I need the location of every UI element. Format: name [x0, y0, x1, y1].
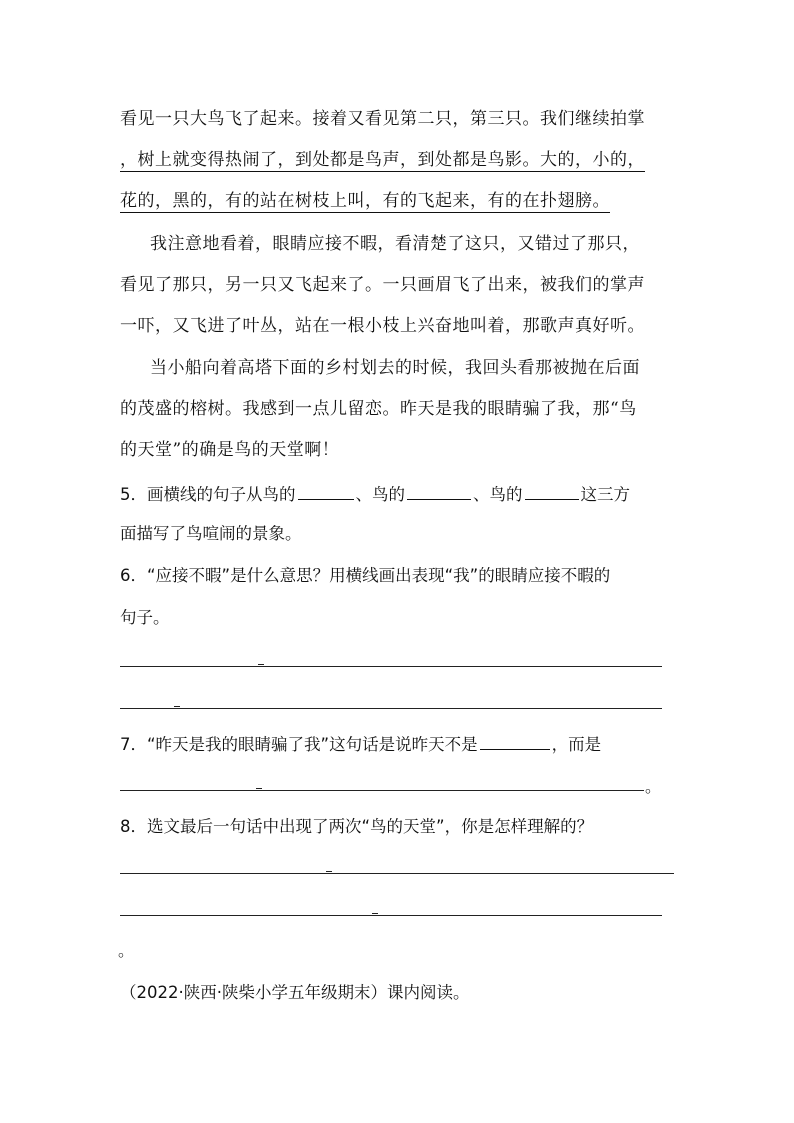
- question-7: 7．“昨天是我的眼睛骗了我”这句话是说昨天不是 ，而是: [120, 731, 680, 757]
- passage-line-1: 看见一只大鸟飞了起来。接着又看见第二只，第三只。我们继续拍掌: [120, 109, 645, 129]
- question-6: 6．“应接不暇”是什么意思？用横线画出表现“我”的眼睛应接不暇的: [120, 566, 611, 585]
- question-5-line-2: 面描写了鸟喧闹的景象。: [120, 524, 302, 543]
- answer-line[interactable]: [120, 873, 674, 874]
- period-mark: 。: [645, 777, 662, 796]
- answer-line[interactable]: [120, 708, 662, 709]
- answer-line-mark: [258, 664, 264, 665]
- passage-line-8: 的茂盛的榕树。我感到一点儿留恋。昨天是我的眼睛骗了我，那“鸟: [120, 399, 637, 419]
- underlined-sentence-part: 大的，小的，: [540, 150, 645, 170]
- passage-line-6: 一吓，又飞进了叶丛，站在一根小枝上兴奋地叫着，那歌声真好听。: [120, 316, 645, 336]
- answer-line-mark: [174, 706, 180, 707]
- passage-line-7: 当小船向着高塔下面的乡村划去的时候，我回头看那被抛在后面: [150, 358, 640, 378]
- answer-blank[interactable]: [298, 481, 354, 500]
- source-line: （2022·陕西·陕柴小学五年级期末）课内阅读。: [120, 983, 470, 1002]
- answer-line[interactable]: [120, 790, 644, 791]
- answer-blank[interactable]: [480, 731, 550, 750]
- answer-blank[interactable]: [525, 481, 579, 500]
- answer-line[interactable]: [120, 666, 662, 667]
- answer-line-mark: [372, 913, 378, 914]
- answer-line-mark: [256, 788, 262, 789]
- answer-blank[interactable]: [407, 481, 471, 500]
- passage-line-4: 我注意地看着，眼睛应接不暇，看清楚了这只，又错过了那只，: [150, 234, 640, 254]
- underlined-sentence-part: 花的，黑的，有的站在树枝上叫，有的飞起来，有的在扑翅膀。: [120, 191, 610, 211]
- question-8: 8．选文最后一句话中出现了两次“鸟的天堂”，你是怎样理解的？: [120, 817, 594, 836]
- passage-line-9: 的天堂”的确是鸟的天堂啊！: [120, 440, 340, 460]
- question-6-line-2: 句子。: [120, 608, 170, 627]
- passage-line-3: [120, 189, 680, 213]
- answer-line-mark: [326, 871, 332, 872]
- question-5: 5．画横线的句子从鸟的 、鸟的 、鸟的 这三方: [120, 481, 680, 507]
- period-mark: 。: [118, 941, 135, 960]
- answer-line[interactable]: [120, 915, 662, 916]
- passage-line-5: 看见了那只，另一只又飞起来了。一只画眉飞了出来，被我们的掌声: [120, 275, 645, 295]
- passage-line-2: [120, 148, 680, 172]
- underlined-sentence-part: ，树上就变得热闹了，到处都是鸟声，到处都是鸟影。: [120, 150, 540, 170]
